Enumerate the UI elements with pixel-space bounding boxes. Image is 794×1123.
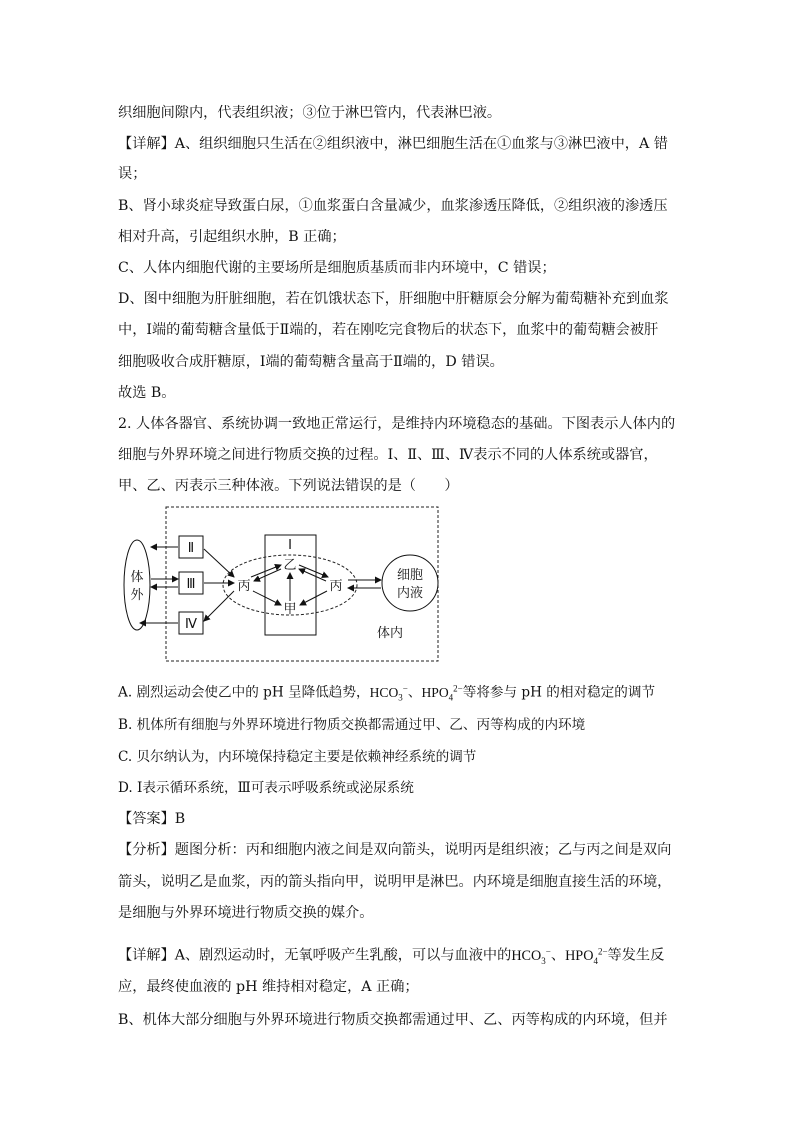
question-line: 甲、乙、丙表示三种体液。下列说法错误的是（ ） bbox=[118, 478, 459, 494]
body-fluid-exchange-diagram bbox=[118, 505, 448, 665]
text-line: 中，Ⅰ端的葡萄糖含量低于Ⅱ端的，若在刚吃完食物后的状态下，血浆中的葡萄糖会被肝 bbox=[118, 322, 659, 338]
fluid-jia: 甲 bbox=[283, 602, 297, 617]
answer-label: 【答案】 bbox=[118, 811, 175, 827]
text-line: 【详解】A、组织细胞只生活在②组织液中，淋巴细胞生活在①血浆与③淋巴液中，A 错 bbox=[118, 136, 668, 152]
answer-line bbox=[118, 809, 185, 829]
analysis-line: 是细胞与外界环境进行物质交换的媒介。 bbox=[118, 905, 374, 921]
option-c: C. 贝尔纳认为，内环境保持稳定主要是依赖神经系统的调节 bbox=[118, 749, 477, 765]
detail-line: 【详解】A、剧烈运动时，无氧呼吸产生乳酸，可以与血液中的$HCO_3^-$、$HPO_4^{2-}$等发生反 bbox=[118, 946, 665, 966]
answer-value: B bbox=[174, 811, 186, 827]
text-line: 细胞吸收合成肝糖原，Ⅰ端的葡萄糖含量高于Ⅱ端的，D 错误。 bbox=[118, 354, 504, 370]
text-line: 故选 B。 bbox=[118, 385, 176, 401]
outside-ellipse bbox=[124, 540, 150, 630]
detail-line: B、机体大部分细胞与外界环境进行物质交换都需通过甲、乙、丙等构成的内环境，但并 bbox=[118, 1012, 668, 1028]
organ-III-label: Ⅲ bbox=[186, 577, 196, 592]
intracellular-fluid-circle bbox=[382, 555, 438, 611]
outside-label-bottom: 外 bbox=[130, 588, 144, 603]
intracellular-label-2: 内液 bbox=[396, 586, 424, 601]
fluid-yi: 乙 bbox=[283, 558, 297, 573]
text-line: B、肾小球炎症导致蛋白尿，①血浆蛋白含量减少，血浆渗透压降低，②组织液的渗透压 bbox=[118, 198, 668, 214]
question-line: 2. 人体各器官、系统协调一致地正常运行，是维持内环境稳态的基础。下图表示人体内的 bbox=[118, 416, 676, 432]
organ-IV-label: Ⅳ bbox=[185, 617, 197, 632]
organ-I-label: Ⅰ bbox=[288, 538, 292, 553]
fluid-bing-left: 丙 bbox=[237, 579, 251, 594]
intracellular-label-1: 细胞 bbox=[396, 568, 424, 583]
text-line: 相对升高，引起组织水肿，B 正确； bbox=[118, 229, 346, 245]
question-line: 细胞与外界环境之间进行物质交换的过程。Ⅰ、Ⅱ、Ⅲ、Ⅳ表示不同的人体系统或器官， bbox=[118, 447, 658, 463]
detail-line: 应，最终使血液的 pH 维持相对稳定，A 正确； bbox=[118, 979, 419, 995]
fluid-bing-right: 丙 bbox=[329, 579, 343, 594]
text-line: D、图中细胞为肝脏细胞，若在饥饿状态下，肝细胞中肝糖原会分解为葡萄糖补充到血浆 bbox=[118, 291, 669, 307]
analysis-line: 箭头，说明乙是血浆，丙的箭头指向甲，说明甲是淋巴。内环境是细胞直接生活的环境， bbox=[118, 874, 672, 890]
option-b: B. 机体所有细胞与外界环境进行物质交换都需通过甲、乙、丙等构成的内环境 bbox=[118, 717, 586, 733]
inside-label: 体内 bbox=[376, 626, 404, 641]
outside-label-top: 体 bbox=[130, 570, 144, 585]
organ-II-label: Ⅱ bbox=[187, 541, 195, 556]
analysis-line: 【分析】题图分析：丙和细胞内液之间是双向箭头，说明丙是组织液；乙与丙之间是双向 bbox=[118, 842, 672, 858]
option-a: A. 剧烈运动会使乙中的 pH 呈降低趋势，$HCO_3^-$、$HPO_4^{2-}$等将参与 pH 的相对稳定的调节 bbox=[118, 683, 656, 703]
text-line: 误； bbox=[118, 166, 147, 182]
option-d: D. Ⅰ表示循环系统，Ⅲ可表示呼吸系统或泌尿系统 bbox=[118, 780, 414, 796]
text-line: 织细胞间隙内，代表组织液；③位于淋巴管内，代表淋巴液。 bbox=[118, 105, 502, 121]
text-line: C、人体内细胞代谢的主要场所是细胞质基质而非内环境中，C 错误； bbox=[118, 260, 556, 276]
